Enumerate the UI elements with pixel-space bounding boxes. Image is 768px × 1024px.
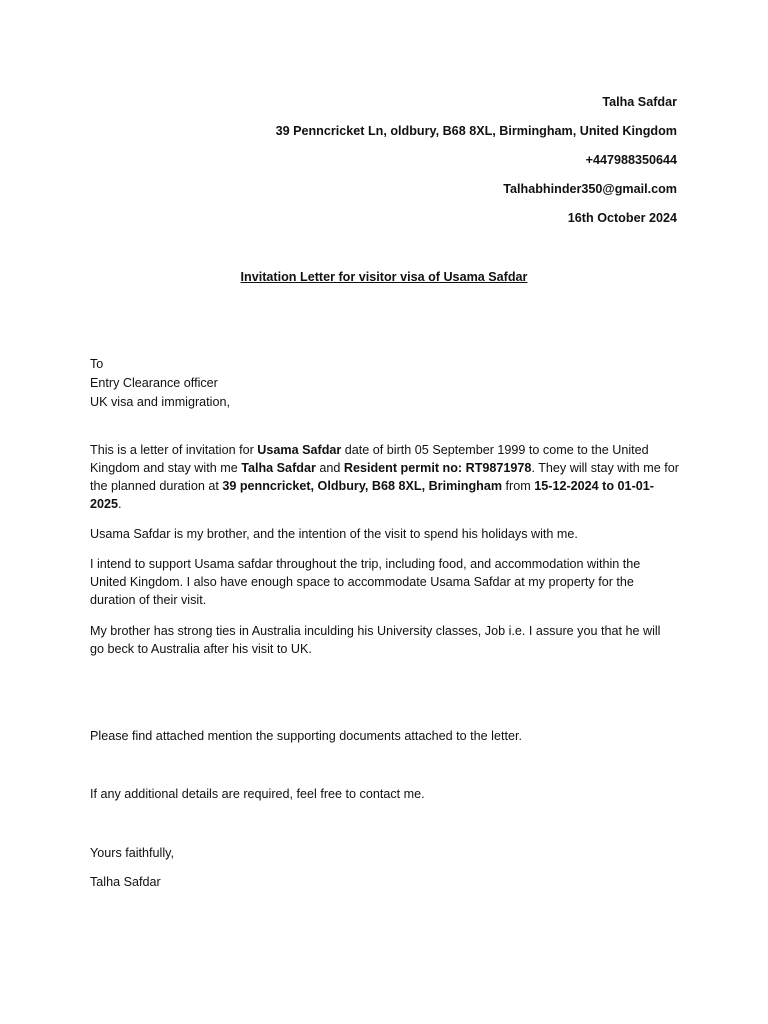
recipient-to: To: [90, 357, 104, 371]
ties-paragraph: [90, 622, 680, 658]
ties-line: My brother has strong ties in Australia inculding his University classes, Job i.e. I assure you that he will: [90, 624, 661, 638]
intro-paragraph: [90, 441, 680, 513]
text-run: Kingdom and stay with me: [90, 461, 242, 475]
text-run: .: [118, 497, 122, 511]
signature-name: Talha Safdar: [90, 875, 161, 889]
sender-name: Talha Safdar: [602, 95, 677, 109]
host-name: Talha Safdar: [241, 461, 316, 475]
sender-email: Talhabhinder350@gmail.com: [503, 182, 677, 196]
documents-paragraph: Please find attached mention the supporting documents attached to the letter.: [90, 729, 522, 743]
support-line: United Kingdom. I also have enough space to accommodate Usama Safdar at my property for the: [90, 575, 634, 589]
text-run: and: [315, 461, 344, 475]
stay-dates-end: 2025: [90, 497, 119, 511]
invitee-name: Usama Safdar: [257, 443, 342, 457]
stay-address: 39 penncricket, Oldbury, B68 8XL, Brimingham: [222, 479, 503, 493]
closing: Yours faithfully,: [90, 846, 175, 860]
recipient-line-1: Entry Clearance officer: [90, 376, 218, 390]
ties-line: go beck to Australia after his visit to UK.: [90, 642, 312, 656]
text-run: from: [502, 479, 535, 493]
letter-title: Invitation Letter for visitor visa of Usama Safdar: [240, 270, 528, 284]
sender-address: 39 Penncricket Ln, oldbury, B68 8XL, Birmingham, United Kingdom: [275, 124, 677, 138]
letter-date: 16th October 2024: [567, 211, 677, 225]
text-run: the planned duration at: [90, 479, 223, 493]
intro-line: [90, 441, 680, 459]
support-line: I intend to support Usama safdar throughout the trip, including food, and accommodation within the: [90, 557, 641, 571]
stay-dates: 15-12-2024 to 01-01-: [534, 479, 654, 493]
intro-line: [90, 477, 680, 495]
intro-line: [90, 459, 680, 477]
text-run: . They will stay with me for: [531, 461, 679, 475]
resident-permit: Resident permit no: RT9871978: [343, 461, 532, 475]
support-line: duration of their visit.: [90, 593, 207, 607]
sender-phone: +447988350644: [585, 153, 677, 167]
text-run: This is a letter of invitation for: [90, 443, 258, 457]
intro-line: [90, 495, 680, 513]
support-paragraph: [90, 555, 680, 609]
text-run: date of birth 05 September 1999 to come to the United: [341, 443, 649, 457]
recipient-line-2: UK visa and immigration,: [90, 395, 230, 409]
contact-paragraph: If any additional details are required, feel free to contact me.: [90, 787, 425, 801]
relationship-paragraph: Usama Safdar is my brother, and the intention of the visit to spend his holidays with me.: [90, 527, 578, 541]
